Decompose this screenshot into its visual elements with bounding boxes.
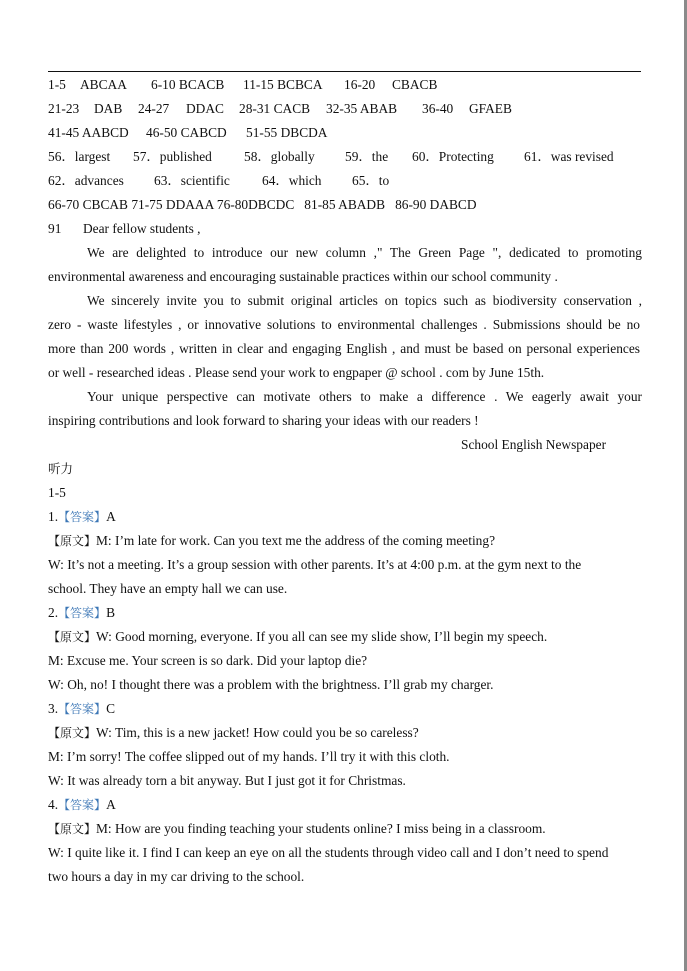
answer-cell: 57．published xyxy=(133,149,212,164)
answer-cell: 46-50 CABCD xyxy=(146,125,227,140)
answer-cell: 16-20 xyxy=(344,77,376,92)
transcript-line: W: It was already torn a bit anyway. But I just got it for Christmas. xyxy=(48,773,406,788)
transcript-line: 【原文】W: Tim, this is a new jacket! How could you be so careless? xyxy=(48,725,419,740)
answer-cell: DDAC xyxy=(186,101,224,116)
answer-row-5 xyxy=(48,169,642,193)
answer-cell: 6-10 BCACB xyxy=(151,77,225,92)
answer-tag: 【答案】 xyxy=(58,606,107,620)
essay-line: inspiring contributions and look forward to sharing your ideas with our readers ! xyxy=(48,413,479,428)
answer-cell: 56．largest xyxy=(48,149,111,164)
answer-tag: 【答案】 xyxy=(58,510,107,524)
transcript-line: 【原文】M: How are you finding teaching your students online? I miss being in a classroom. xyxy=(48,821,546,836)
answer-cell: 66-70 CBCAB 71-75 DDAAA 76-80DBCDC 81-85 ABADB 86-90 DABCD xyxy=(48,197,477,212)
source-tag: 【原文】 xyxy=(48,822,97,836)
transcript-line: school. They have an empty hall we can use. xyxy=(48,581,288,596)
answer-line: 1.【答案】A xyxy=(48,509,116,524)
essay-signature: School English Newspaper xyxy=(461,437,607,452)
answer-line: 3.【答案】C xyxy=(48,701,115,716)
answer-cell: 24-27 xyxy=(138,101,170,116)
essay-line: more than 200 words , written in clear and engaging English , and must be based on personal experiences xyxy=(48,341,640,356)
answer-cell: 61．was revised xyxy=(524,149,614,164)
answer-cell: 41-45 AABCD xyxy=(48,125,129,140)
transcript-line: W: Oh, no! I thought there was a problem with the brightness. I’ll grab my charger. xyxy=(48,677,494,692)
transcript-line: W: I quite like it. I find I can keep an eye on all the students through video call and I don’t need to spend xyxy=(48,845,609,860)
answer-row-3 xyxy=(48,121,642,145)
answer-row-4 xyxy=(48,145,642,169)
transcript-line: W: It’s not a meeting. It’s a group session with other parents. It’s at 4:00 p.m. at the gym next to the xyxy=(48,557,582,572)
answer-cell: 21-23 xyxy=(48,101,80,116)
essay-line: zero - waste lifestyles , or innovative solutions to environmental challenges . Submissions should be no xyxy=(48,317,640,332)
answer-cell: 11-15 BCBCA xyxy=(243,77,323,92)
answer-cell: 36-40 xyxy=(422,101,454,116)
answer-cell: 59．the xyxy=(345,149,389,164)
essay-line: We sincerely invite you to submit original articles on topics such as biodiversity conservation , xyxy=(87,293,642,308)
answer-cell: 62．advances xyxy=(48,173,124,188)
answer-row-6 xyxy=(48,193,642,217)
answer-line: 4.【答案】A xyxy=(48,797,116,812)
listening-heading: 听力 xyxy=(48,461,74,476)
answer-cell: 28-31 CACB xyxy=(239,101,311,116)
essay-line: Your unique perspective can motivate others to make a difference . We eagerly await your xyxy=(87,389,642,404)
answer-cell: ABCAA xyxy=(80,77,127,92)
essay-line: environmental awareness and encouraging sustainable practices within our school community . xyxy=(48,269,558,284)
source-tag: 【原文】 xyxy=(48,630,97,644)
source-tag: 【原文】 xyxy=(48,534,97,548)
transcript-line: two hours a day in my car driving to the school. xyxy=(48,869,305,884)
answer-cell: DAB xyxy=(94,101,123,116)
source-tag: 【原文】 xyxy=(48,726,97,740)
answer-cell: GFAEB xyxy=(469,101,512,116)
essay-number: 91 xyxy=(48,221,62,236)
transcript-line: M: I’m sorry! The coffee slipped out of my hands. I’ll try it with this cloth. xyxy=(48,749,450,764)
answer-row-2 xyxy=(48,97,642,121)
essay-line: We are delighted to introduce our new column ," The Green Page ", dedicated to promoting xyxy=(87,245,642,260)
answer-tag: 【答案】 xyxy=(58,702,107,716)
transcript-line: M: Excuse me. Your screen is so dark. Did your laptop die? xyxy=(48,653,368,668)
answer-cell: 58．globally xyxy=(244,149,315,164)
answer-line: 2.【答案】B xyxy=(48,605,115,620)
answer-cell: 32-35 ABAB xyxy=(326,101,398,116)
essay-greeting: Dear fellow students , xyxy=(83,221,201,236)
answer-cell: 64．which xyxy=(262,173,322,188)
answer-cell: 63．scientific xyxy=(154,173,230,188)
header-rule xyxy=(48,71,641,72)
transcript-line: 【原文】M: I’m late for work. Can you text me the address of the coming meeting? xyxy=(48,533,496,548)
answer-cell: 65．to xyxy=(352,173,390,188)
transcript-line: 【原文】W: Good morning, everyone. If you all can see my slide show, I’ll begin my speech. xyxy=(48,629,548,644)
essay-line: or well - researched ideas . Please send your work to engpaper @ school . com by June 15th. xyxy=(48,365,545,380)
answer-row-1 xyxy=(48,73,642,97)
answer-cell: 1-5 xyxy=(48,77,66,92)
answer-cell: 60．Protecting xyxy=(412,149,494,164)
listening-range: 1-5 xyxy=(48,485,66,500)
answer-tag: 【答案】 xyxy=(58,798,107,812)
answer-cell: 51-55 DBCDA xyxy=(246,125,328,140)
answer-cell: CBACB xyxy=(392,77,438,92)
essay-heading xyxy=(48,217,642,241)
